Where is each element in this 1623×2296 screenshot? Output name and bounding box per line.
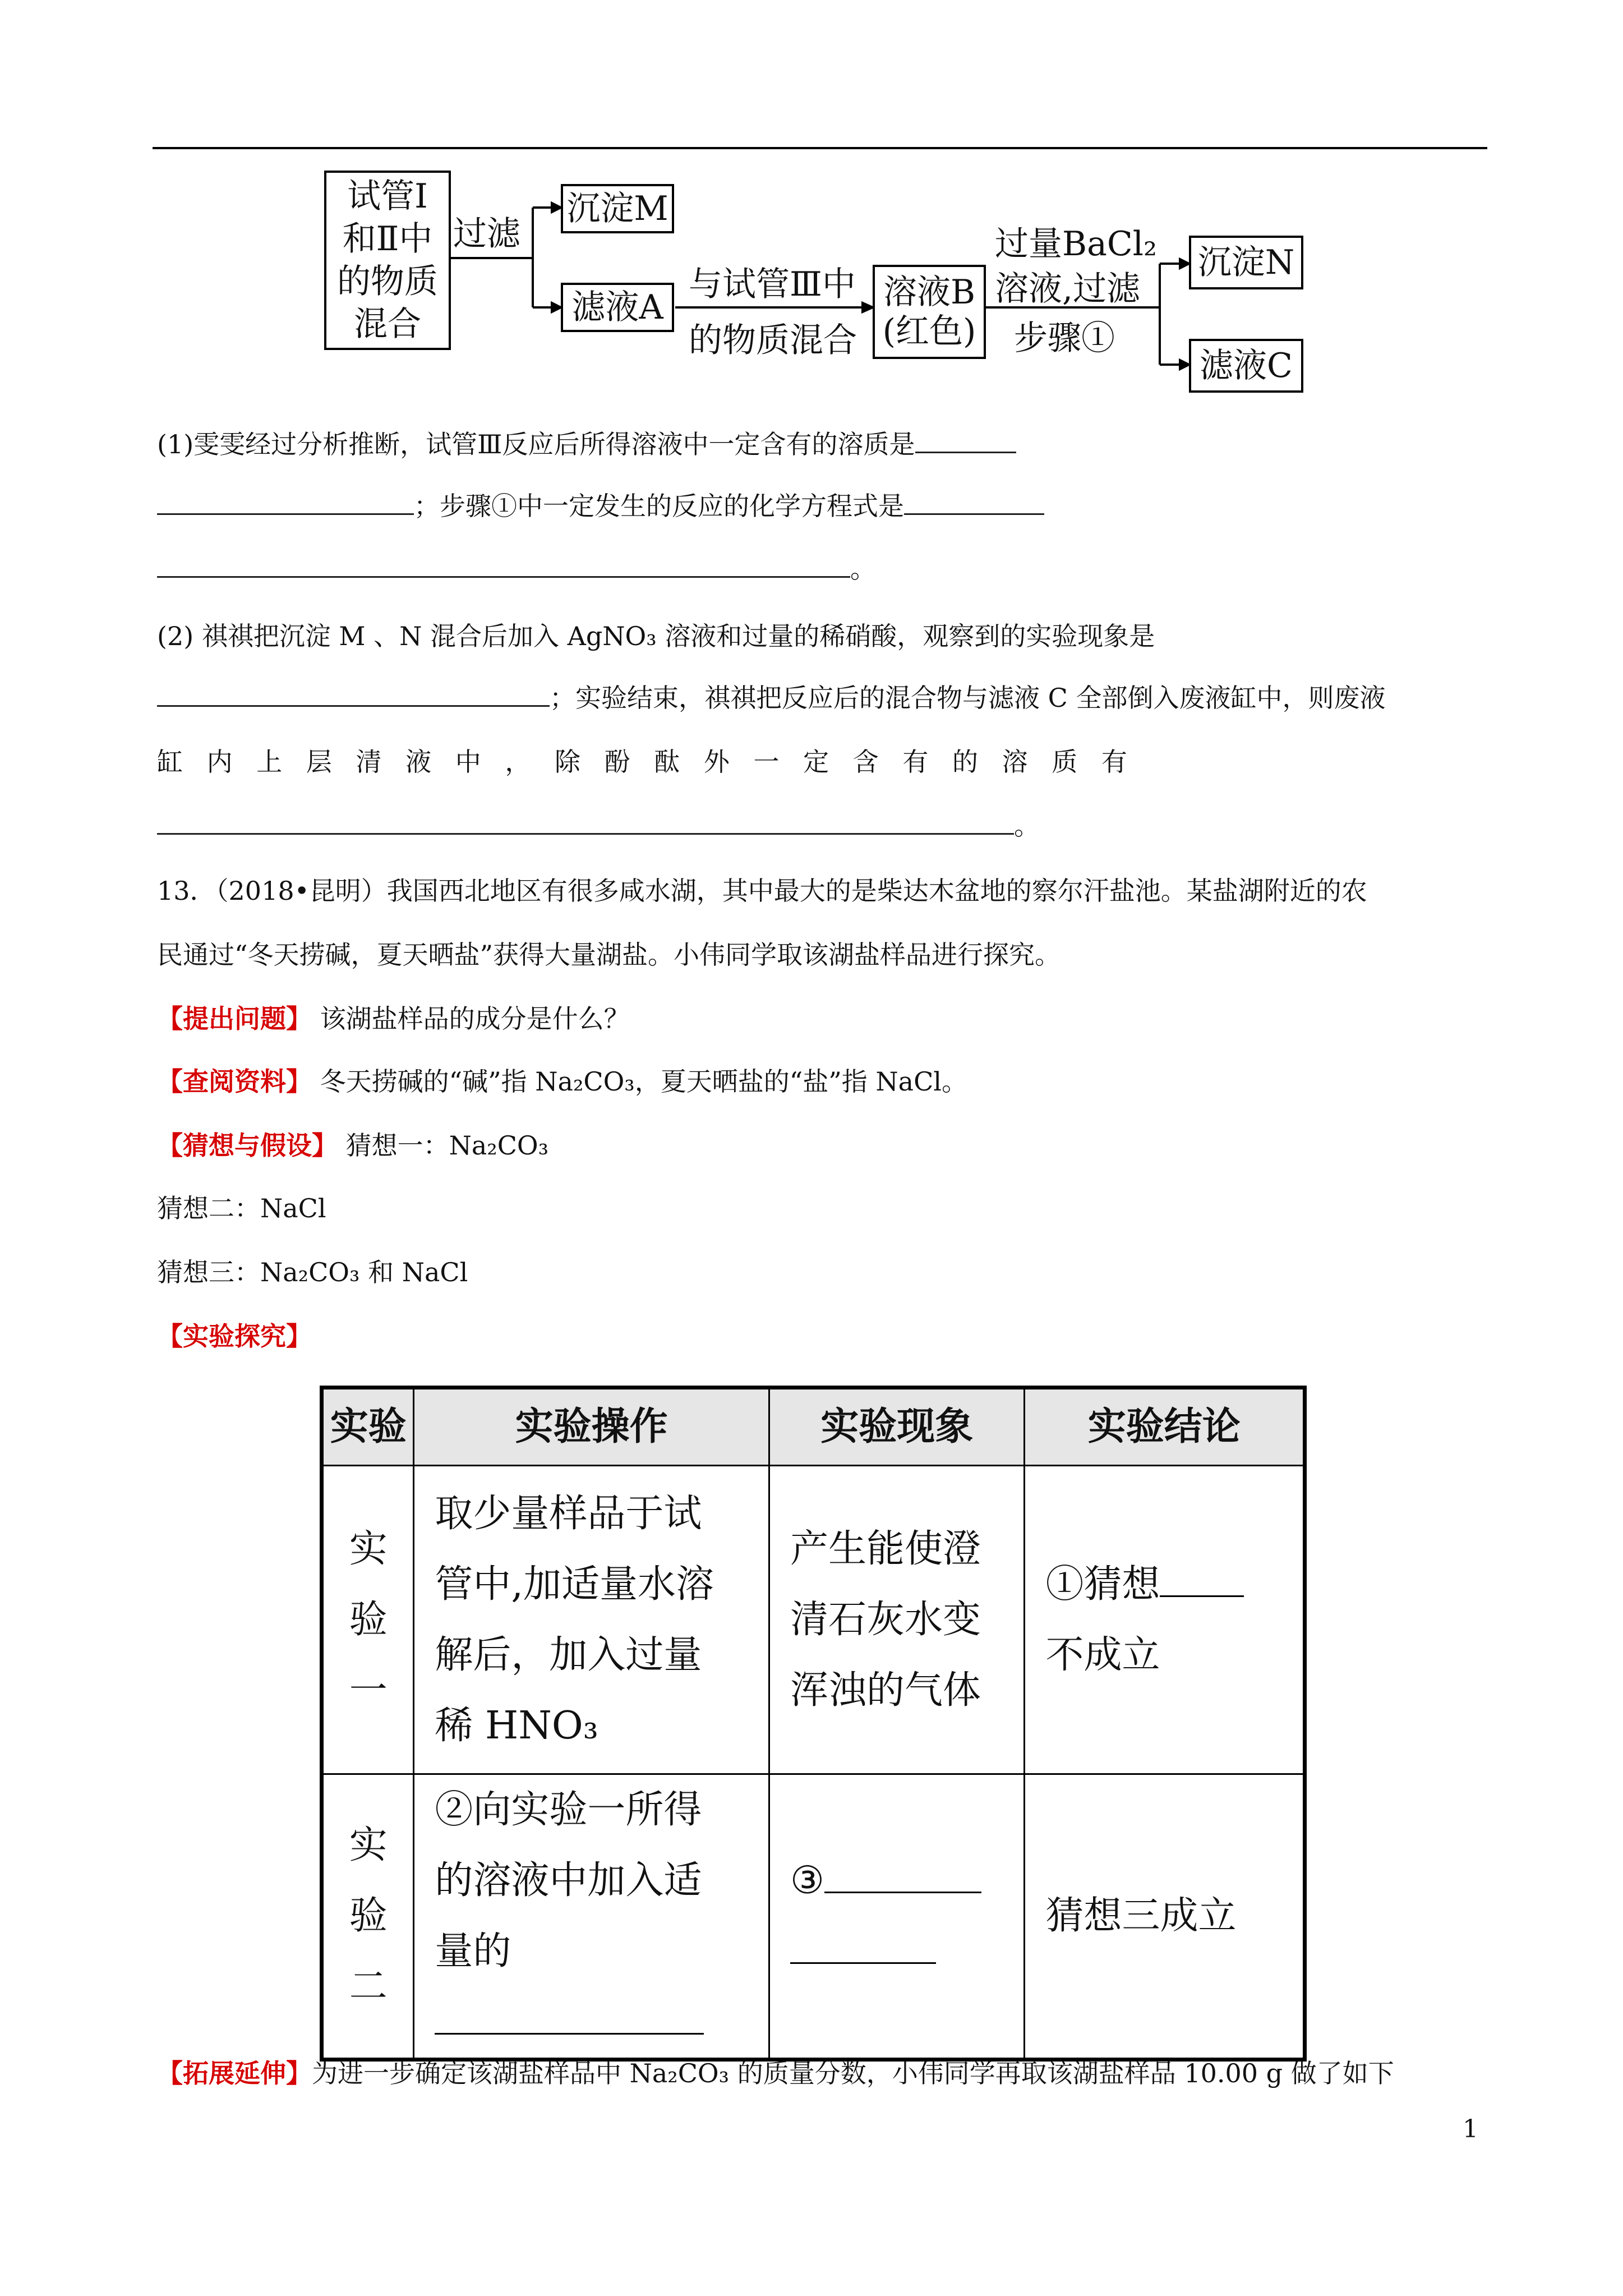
row2-operation-blank[interactable]	[435, 1999, 704, 2035]
flow-mix-label-1: 与试管Ⅲ中	[689, 265, 856, 304]
row1-operation	[414, 1466, 769, 1774]
q1-line1	[157, 427, 1016, 461]
flow-mix-label-2: 的物质混合	[689, 321, 857, 360]
tag-experiment: 【实验探究】	[157, 1321, 312, 1351]
q2-end: 。	[1014, 811, 1040, 841]
q1-end: 。	[850, 554, 876, 584]
q2-line1-text: (2) 祺祺把沉淀 M 、N 混合后加入 AgNO₃ 溶液和过量的稀硝酸，观察到的实验现象是	[157, 621, 1155, 651]
flow-solution-b	[873, 265, 986, 359]
row2-operation-text: ②向实验一所得的溶液中加入适量的	[435, 1788, 702, 1973]
row2-label	[322, 1774, 414, 2060]
flow-filtrate-c	[1189, 339, 1303, 393]
tag-hypothesis: 【猜想与假设】	[157, 1130, 338, 1161]
row1-operation-text: 取少量样品于试管中,加适量水溶解后，加入过量稀 HNO₃	[435, 1491, 714, 1748]
row1-conclusion	[1025, 1466, 1305, 1774]
row2-conclusion-text: 猜想三成立	[1045, 1894, 1237, 1938]
flow-filtrate-c-text: 滤液C	[1200, 346, 1293, 385]
row1-label-text: 实验一	[349, 1526, 388, 1713]
q1-line3	[157, 552, 876, 586]
header-observation: 实验现象	[769, 1388, 1025, 1466]
flow-precipitate-n-text: 沉淀N	[1197, 243, 1295, 282]
header-experiment: 实验	[322, 1388, 414, 1466]
row2-conclusion	[1025, 1774, 1305, 2060]
reference-text: 冬天捞碱的“碱”指 Na₂CO₃，夏天晒盐的“盐”指 NaCl。	[320, 1066, 967, 1097]
flow-filter-label: 过滤	[453, 214, 520, 254]
flow-step-label-3: 步骤①	[1014, 319, 1115, 358]
q13-hypothesis-2: 猜想二：NaCl	[157, 1193, 326, 1223]
hypothesis-1: 猜想一：Na₂CO₃	[345, 1130, 549, 1161]
page-number: 1	[1463, 2115, 1478, 2143]
flow-filtrate-a	[561, 283, 674, 332]
q1-line2-text: ；步骤①中一定发生的反应的化学方程式是	[414, 491, 904, 521]
q2-blank-2[interactable]	[157, 811, 1014, 835]
q2-line3	[157, 745, 1135, 779]
row1-conclusion-text-b: 不成立	[1045, 1632, 1160, 1677]
row2-label-text: 实验二	[349, 1823, 388, 2009]
table-header-row	[322, 1388, 1305, 1466]
tag-reference: 【查阅资料】	[157, 1066, 312, 1097]
q2-line3-text: 缸 内 上 层 清 液 中 ， 除 酚 酞 外 一 定 含 有 的 溶 质 有	[157, 747, 1135, 777]
flow-precipitate-m-text: 沉淀M	[566, 189, 668, 228]
q2-blank-1[interactable]	[157, 683, 550, 707]
flow-step-label-2: 溶液,过滤	[995, 269, 1141, 309]
header-operation: 实验操作	[414, 1388, 769, 1466]
q1-line1-text: (1)雯雯经过分析推断，试管Ⅲ反应后所得溶液中一定含有的溶质是	[157, 429, 915, 459]
q1-line2	[157, 489, 1044, 523]
table-row	[322, 1466, 1305, 1774]
q13-hypothesis-3: 猜想三：Na₂CO₃ 和 NaCl	[157, 1257, 468, 1287]
row1-conclusion-text-a: ①猜想	[1045, 1562, 1160, 1607]
flow-step-label-1: 过量BaCl₂	[995, 224, 1158, 264]
row2-observation-blank-1[interactable]	[824, 1858, 981, 1893]
row2-observation	[769, 1774, 1025, 2060]
q2-line2	[157, 681, 1385, 715]
row1-observation-text: 产生能使澄清石灰水变浑浊的气体	[790, 1526, 981, 1713]
row2-operation	[414, 1774, 769, 2060]
extension-text: 为进一步确定该湖盐样品中 Na₂CO₃ 的质量分数，小伟同学再取该湖盐样品 10.00 g 做了如下	[312, 2058, 1394, 2088]
row2-observation-blank-2[interactable]	[790, 1929, 936, 1964]
flow-solution-b-line2: (红色)	[882, 312, 976, 351]
flow-filtrate-a-text: 滤液A	[571, 288, 663, 327]
q13-intro-line2: 民通过“冬天捞碱，夏天晒盐”获得大量湖盐。小伟同学取该湖盐样品进行探究。	[157, 940, 1061, 970]
row1-conclusion-blank[interactable]	[1160, 1562, 1244, 1597]
experiment-table	[320, 1386, 1307, 2062]
table-row	[322, 1774, 1305, 2060]
q1-blank-2[interactable]	[157, 491, 414, 515]
q13-question	[157, 1002, 630, 1036]
flow-precipitate-n	[1189, 236, 1303, 289]
q1-blank-4[interactable]	[157, 554, 850, 578]
q2-line2-text: ；实验结束，祺祺把反应后的混合物与滤液 C 全部倒入废液缸中，则废液	[550, 683, 1386, 713]
row1-observation	[769, 1466, 1025, 1774]
q2-line4	[157, 809, 1040, 843]
flow-solution-b-line1: 溶液B	[883, 273, 976, 312]
q1-blank-3[interactable]	[904, 491, 1044, 515]
q13-hypothesis	[157, 1129, 548, 1162]
q2-line1	[157, 619, 1155, 653]
q13-extension	[157, 2056, 1394, 2090]
q13-reference	[157, 1065, 967, 1098]
tag-extension: 【拓展延伸】	[157, 2058, 312, 2088]
flow-start-text: 试管Ⅰ和Ⅱ中的物质混合	[337, 177, 438, 344]
row1-label	[322, 1466, 414, 1774]
question-text: 该湖盐样品的成分是什么？	[320, 1004, 630, 1034]
tag-question: 【提出问题】	[157, 1004, 312, 1034]
q1-blank-1[interactable]	[915, 429, 1016, 453]
row2-observation-text: ③	[790, 1858, 824, 1903]
q13-intro-line1: 13．（2018•昆明）我国西北地区有很多咸水湖，其中最大的是柴达木盆地的察尔汗盐池。某盐湖附近的农	[157, 876, 1367, 906]
header-conclusion: 实验结论	[1025, 1388, 1305, 1466]
flow-precipitate-m	[561, 184, 674, 233]
